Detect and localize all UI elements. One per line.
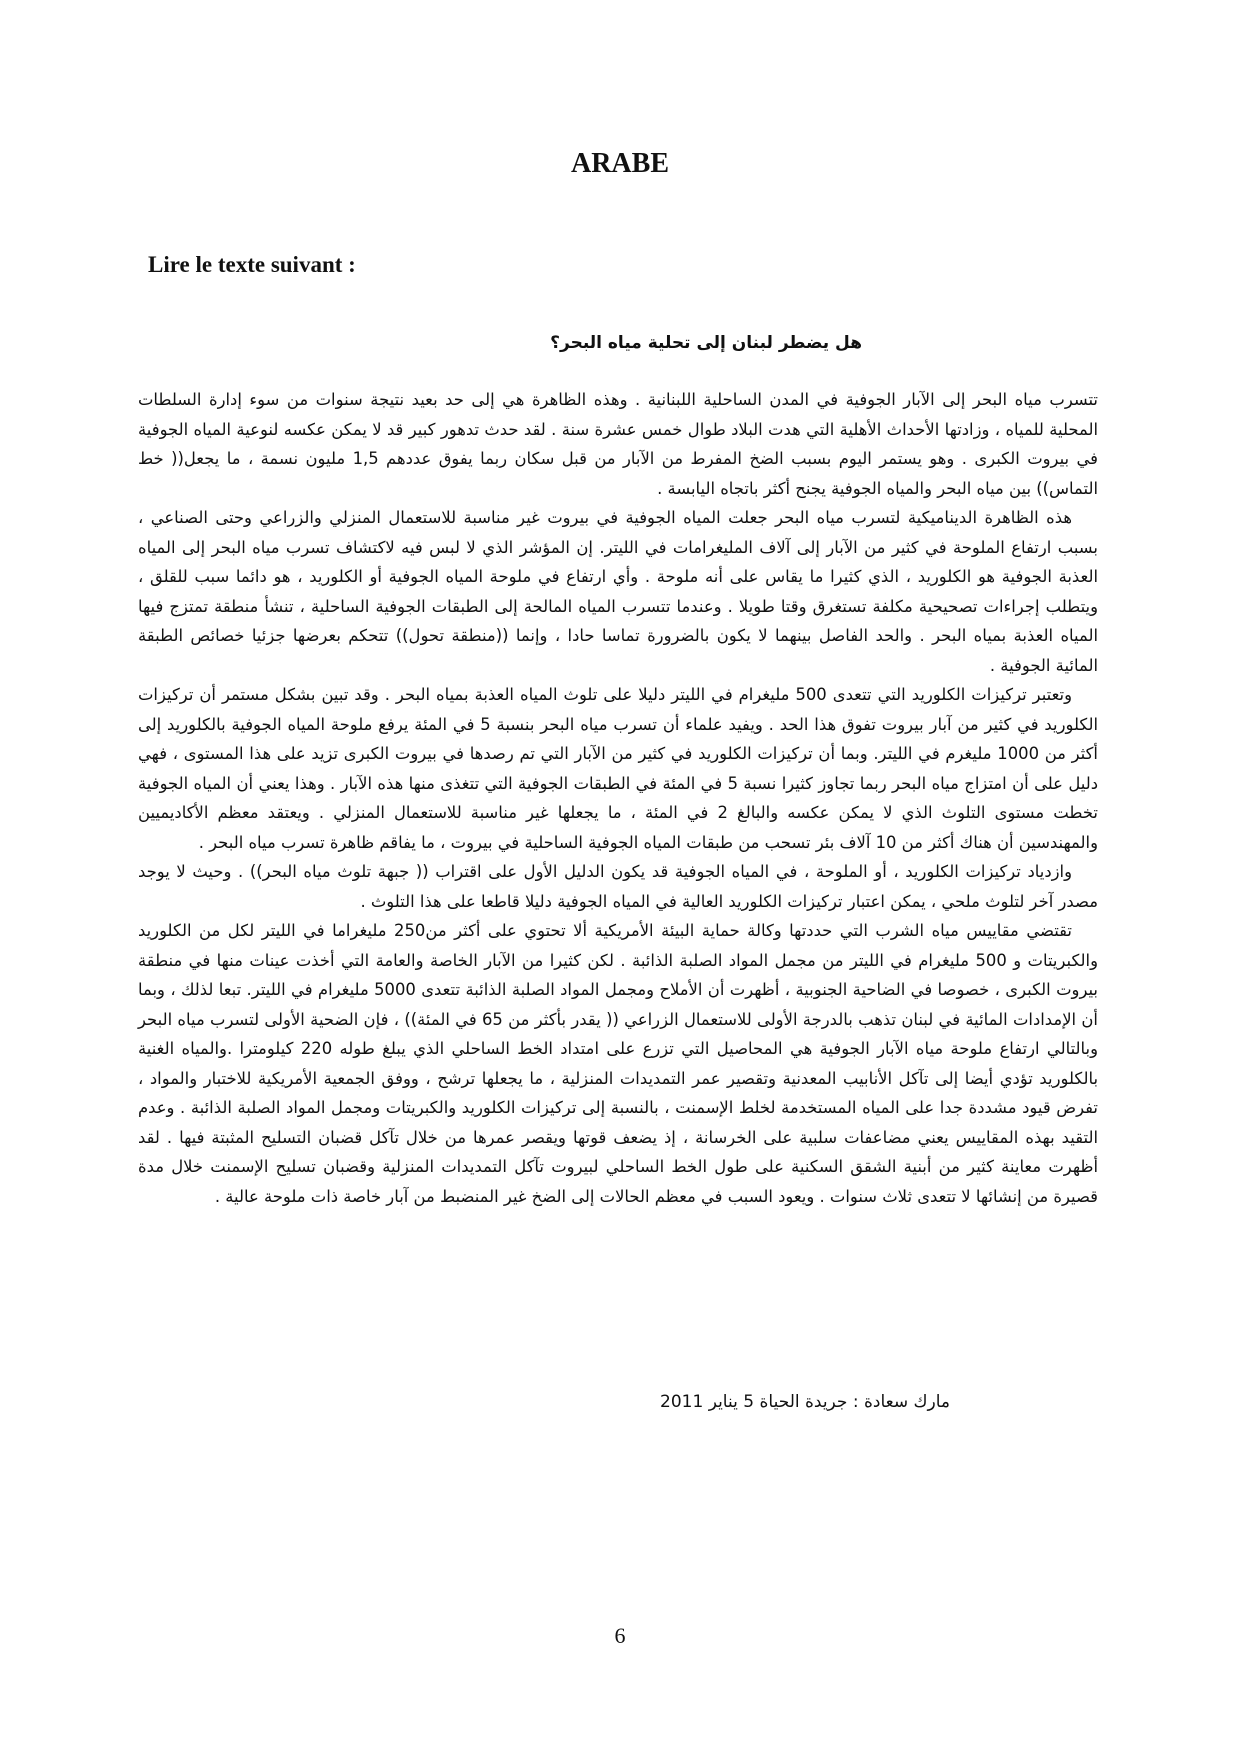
page-number: 6: [614, 1623, 626, 1648]
article-body: [138, 385, 1098, 1211]
article-paragraph: وازدياد تركيزات الكلوريد ، أو الملوحة ، في المياه الجوفية قد يكون الدليل الأول على اقتراب (( جبهة تلوث مياه البحر)) . وحيث لا يوجد مصدر آخر لتلوث ملحي ، يمكن اعتبار تركيزات الكلوريد العالية في المياه الجوفية دليلا قاطعا على هذا التلوث .: [138, 862, 1098, 911]
article-paragraph: تقتضي مقاييس مياه الشرب التي حددتها وكالة حماية البيئة الأمريكية ألا تحتوي على أكثر من250 مليغراما في الليتر لكل من الكلوريد والكبريتات و 500 مليغرام في الليتر من مجمل المواد الصلبة الذائبة . لكن كثيرا من الآبار الخاصة والعامة التي أخذت عينات منها في منطقة بيروت الكبرى ، خصوصا في الضاحية الجنوبية ، أظهرت أن الأملاح ومجمل المواد الصلبة الذائبة تتعدى 5000 مليغرام في الليتر. تبعا لذلك ، وبما أن الإمدادات المائية في لبنان تذهب بالدرجة الأولى للاستعمال الزراعي (( يقدر بأكثر من 65 في المئة)) ، فإن الضحية الأولى لتسرب مياه البحر وبالتالي ارتفاع ملوحة مياه الآبار الجوفية هي المحاصيل التي تزرع على امتداد الخط الساحلي الذي يبلغ طوله 220 كيلومترا .والمياه الغنية بالكلوريد تؤدي أيضا إلى تآكل الأنابيب المعدنية وتقصير عمر التمديدات المنزلية ، ما يجعلها ترشح ، ووفق الجمعية الأمريكية للاختبار والمواد ، تفرض قيود مشددة جدا على المياه المستخدمة لخلط الإسمنت ، بالنسبة إلى تركيزات الكلوريد والكبريتات ومجمل المواد الصلبة الذائبة . وعدم التقيد بهذه المقاييس يعني مضاعفات سلبية على الخرسانة ، إذ يضعف قوتها ويقصر عمرها من خلال تآكل قضبان التسليح المثبتة فيها . لقد أظهرت معاينة كثير من أبنية الشقق السكنية على طول الخط الساحلي لبيروت تآكل التمديدات المنزلية وقضبان تسليح الإسمنت خلال مدة قصيرة من إنشائها لا تتعدى ثلاث سنوات . ويعود السبب في معظم الحالات إلى الضخ غير المنضبط من آبار خاصة ذات ملوحة عالية .: [138, 921, 1098, 1206]
article-source: مارك سعادة : جريدة الحياة 5 يناير 2011: [660, 1392, 950, 1412]
reading-instruction: Lire le texte suivant :: [148, 252, 356, 277]
article-paragraph: وتعتبر تركيزات الكلوريد التي تتعدى 500 مليغرام في الليتر دليلا على تلوث المياه العذبة بمياه البحر . وقد تبين بشكل مستمر أن تركيزات الكلوريد في كثير من آبار بيروت تفوق هذا الحد . ويفيد علماء أن تسرب مياه البحر بنسبة 5 في المئة يرفع ملوحة المياه الجوفية بالكلوريد إلى أكثر من 1000 مليغرم في الليتر. وبما أن تركيزات الكلوريد في كثير من الآبار التي تم رصدها في بيروت الكبرى تزيد على هذا المستوى ، فهي دليل على أن امتزاج مياه البحر ربما تجاوز كثيرا نسبة 5 في المئة في الطبقات الجوفية التي تتغذى منها هذه الآبار . وهذا يعني أن المياه الجوفية تخطت مستوى التلوث الذي لا يمكن عكسه والبالغ 2 في المئة ، ما يجعلها غير مناسبة للاستعمال المنزلي . ويعتقد معظم الأكاديميين والمهندسين أن هناك أكثر من 10 آلاف بئر تسحب من طبقات المياه الجوفية الساحلية في بيروت ، ما يفاقم ظاهرة تسرب مياه البحر .: [138, 685, 1098, 852]
article-paragraph: هذه الظاهرة الديناميكية لتسرب مياه البحر جعلت المياه الجوفية في بيروت غير مناسبة للاستعمال المنزلي والزراعي وحتى الصناعي ، بسبب ارتفاع الملوحة في كثير من الآبار إلى آلاف المليغرامات في الليتر. إن المؤشر الذي لا لبس فيه لاكتشاف تسرب مياه البحر إلى المياه العذبة الجوفية هو الكلوريد ، الذي كثيرا ما يقاس على أنه ملوحة . وأي ارتفاع في ملوحة المياه الجوفية أو الكلوريد ، هو دائما سبب للقلق ، ويتطلب إجراءات تصحيحية مكلفة تستغرق وقتا طويلا . وعندما تتسرب المياه المالحة إلى الطبقات الجوفية الساحلية ، تنشأ منطقة تمتزج فيها المياه العذبة بمياه البحر . والحد الفاصل بينهما لا يكون بالضرورة تماسا حادا ، وإنما ((منطقة تحول)) تتحكم بعرضها جزئيا خصائص الطبقة المائية الجوفية .: [138, 508, 1098, 675]
subject-title: ARABE: [570, 148, 669, 179]
article-paragraph: تتسرب مياه البحر إلى الآبار الجوفية في المدن الساحلية اللبنانية . وهذه الظاهرة هي إلى حد بعيد نتيجة سنوات من سوء إدارة السلطات المحلية للمياه ، وزادتها الأحداث الأهلية التي هدت البلاد طوال خمس عشرة سنة . لقد حدث تدهور كبير قد لا يمكن عكسه لنوعية المياه الجوفية في بيروت الكبرى . وهو يستمر اليوم بسبب الضخ المفرط من الآبار من قبل سكان ربما يفوق عددهم 1,5 مليون نسمة ، ما يجعل(( خط التماس)) بين مياه البحر والمياه الجوفية يجنح أكثر باتجاه اليابسة .: [138, 390, 1098, 498]
article-title: هل يضطر لبنان إلى تحلية مياه البحر؟: [550, 333, 862, 353]
